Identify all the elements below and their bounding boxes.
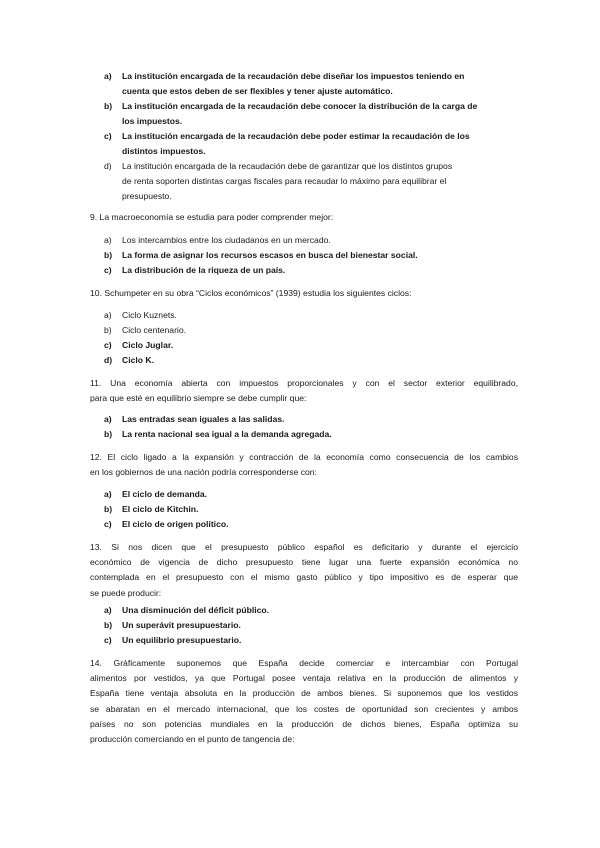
q11-option-a: a) Las entradas sean iguales a las salidas. bbox=[104, 414, 285, 424]
q10-option-c: c) Ciclo Juglar. bbox=[104, 340, 174, 350]
q9-option-c: c) La distribución de la riqueza de un país. bbox=[104, 265, 286, 275]
q11-option-b: b) La renta nacional sea igual a la demanda agregada. bbox=[104, 429, 332, 439]
option-label: a) bbox=[104, 71, 112, 81]
q10-option-d: d) Ciclo K. bbox=[104, 355, 154, 365]
q10-question: 10. Schumpeter en su obra “Ciclos económicos” (1939) estudia los siguientes ciclos: bbox=[90, 288, 412, 298]
q13-question: 13. Si nos dicen que el presupuesto público español es deficitario y durante el ejercicio económico de vigencia de dicho presupuesto tiene lugar una fuerte expansión económica no contemplada en el presupuesto con el mismo gasto público y tipo impositivo es de esperar que se puede producir: bbox=[90, 542, 518, 598]
q8-option-a bbox=[104, 69, 524, 99]
q13-option-c: c) Un equilibrio presupuestario. bbox=[104, 635, 242, 645]
q14-question: 14. Gráficamente suponemos que España decide comerciar e intercambiar con Portugal alimentos por vestidos, ya que Portugal posee ventaja relativa en la producción de alimentos y España tiene ventaja absoluta en la producción de ambos bienes. Si suponemos que los vestidos se abaratan en el mercado internacional, que los costes de oportunidad son crecientes y ambos países no son potencias mundiales en la producción de dichos bienes, España optimiza su producción comerciando en el punto de tangencia de: bbox=[90, 658, 518, 745]
q13-option-a: a) Una disminución del déficit público. bbox=[104, 605, 270, 615]
option-label: c) bbox=[104, 131, 112, 141]
q11-question: 11. Una economía abierta con impuestos proporcionales y con el sector exterior equilibrado, para que esté en equilibrio siempre se debe cumplir que: bbox=[90, 378, 518, 404]
option-text-line: distintos impuestos. bbox=[122, 146, 206, 157]
option-label: d) bbox=[104, 161, 112, 171]
q8-option-d bbox=[104, 159, 524, 205]
q9-option-b: b) La forma de asignar los recursos escasos en busca del bienestar social. bbox=[104, 250, 418, 260]
option-text-line: cuenta que estos deben de ser flexibles y tener ajuste automático. bbox=[122, 86, 393, 97]
option-text-line: de renta soporten distintas cargas fiscales para recaudar lo máximo para equilibrar el bbox=[122, 176, 447, 187]
q12-question: 12. El ciclo ligado a la expansión y contracción de la economía como consecuencia de los cambios en los gobiernos de una nación podría corresponderse con: bbox=[90, 452, 518, 478]
q12-option-c: c) El ciclo de origen político. bbox=[104, 519, 229, 529]
q8-option-b bbox=[104, 99, 524, 129]
q8-option-c bbox=[104, 129, 524, 159]
q9-option-a: a) Los intercambios entre los ciudadanos en un mercado. bbox=[104, 235, 331, 245]
q12-option-b: b) El ciclo de Kitchin. bbox=[104, 504, 199, 514]
option-text-line: La institución encargada de la recaudación debe de garantizar que los distintos grupos bbox=[122, 161, 453, 171]
q9-question: 9. La macroeconomía se estudia para poder comprender mejor: bbox=[90, 212, 334, 222]
q10-option-b: b) Ciclo centenario. bbox=[104, 325, 187, 335]
q10-option-a: a) Ciclo Kuznets. bbox=[104, 310, 177, 320]
q12-option-a: a) El ciclo de demanda. bbox=[104, 489, 208, 499]
option-text-line: La institución encargada de la recaudación debe diseñar los impuestos teniendo en bbox=[122, 71, 465, 81]
option-label: b) bbox=[104, 101, 113, 111]
q13-option-b: b) Un superávit presupuestario. bbox=[104, 620, 241, 630]
option-text-line: La institución encargada de la recaudación debe conocer la distribución de la carga de bbox=[122, 101, 478, 111]
option-text-line: La institución encargada de la recaudación debe poder estimar la recaudación de los bbox=[122, 131, 470, 141]
option-text-line: los impuestos. bbox=[122, 116, 183, 127]
option-text-line: presupuesto. bbox=[122, 191, 172, 202]
